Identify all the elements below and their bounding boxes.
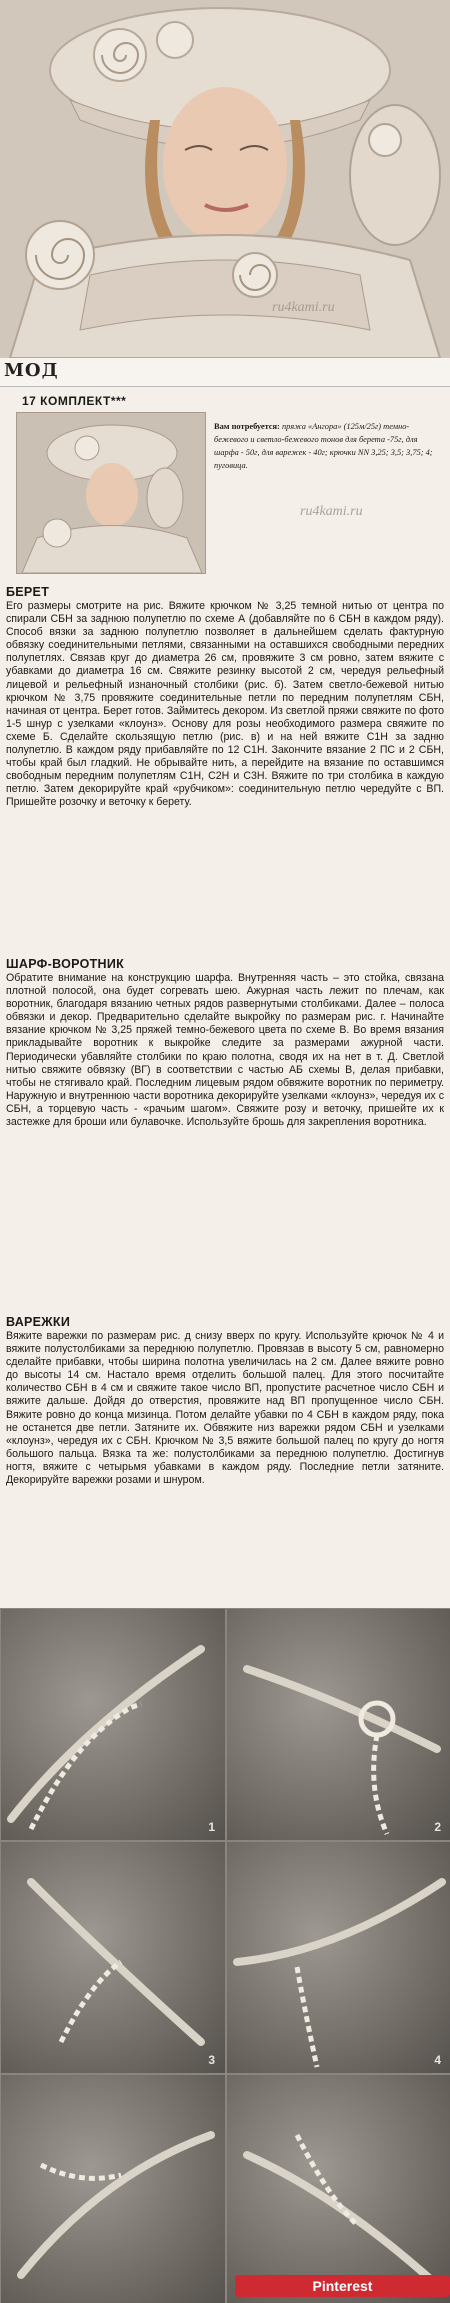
kit-photo-illustration [17, 413, 205, 573]
materials-note [214, 420, 442, 472]
scarf-paragraph: Обратите внимание на конструкцию шарфа. Внутренняя часть – это стойка, связана плотной полосой, она будет согревать шею. Ажурная часть лежит по плечам, как воротник, благодаря вязанию четных рядов развернутыми столбиками. Далее – полоса обвязки и декор. Предварительно сделайте выкройку по размерам рис. г. Начинайте вязание крючком № 3,25 пряжей темно-бежевого цвета по схеме В. Во время вязания прикладывайте воротник к выкройке следите за размерами ажурной части. Периодически убавляйте столбики по краю полотна, сводя их на нет в т. Д. Светлой нитью свяжите обвязку (ВГ) в соответствии с частью АБ схемы В, делая прибавки, чтобы не стягивало край. Последним лицевым рядом обвяжите воротник по периметру. Наружную и внутреннюю части воротника декорируйте узелками «клоунз», чередуя их с СБН, а торцевую часть - «рачьим шагом». Свяжите розу и веточку, пришейте их к застежке для броши или булавочке. Используйте брошь для закрепления воротника. [6, 972, 444, 1129]
step-photo-6 [226, 2074, 450, 2303]
step-photo-4 [226, 1841, 450, 2074]
materials-label: Вам потребуется: [214, 422, 280, 431]
crochet-hook-icon [1, 1842, 225, 2073]
crochet-hook-icon [1, 2075, 225, 2303]
model-illustration [0, 0, 450, 358]
step-number: 4 [434, 2053, 441, 2067]
crochet-hook-icon [227, 1842, 450, 2073]
kit-title: 17 КОМПЛЕКТ*** [22, 394, 127, 408]
step-photo-2 [226, 1608, 450, 1841]
hero-photo [0, 0, 450, 358]
beret-heading: БЕРЕТ [6, 585, 50, 599]
watermark-kit: ru4kami.ru [300, 504, 363, 519]
mittens-paragraph: Вяжите варежки по размерам рис. д снизу вверх по кругу. Используйте крючок № 4 и вяжите полустолбиками за переднюю полупетлю. Провязав в высоту 5 см, равномерно сделайте прибавки, чтобы ширина полотна увеличилась на 2 см. Далее вяжите ровно до высоты 14 см. Настало время отделить большой палец. Для этого посчитайте количество СБН в 4 см и свяжите такое число ВП, пропустите расчетное число СБН и вяжите дальше. Дойдя до отверстия, провяжите над ВП пропущенное число СБН. Вяжите ровно до конца мизинца. Потом делайте убавки по 4 СБН в каждом ряду, пока не останется две петли. Затяните их. Обвяжите низ варежки рядом СБН и узелками «клоунз», чередуя их с СБН. Крючком № 3,5 вяжите большой палец по кругу до ногтя большого пальца. Вязка та же: полустолбиками за переднюю полупетлю. Достигнув ногтя, вяжите с четырьмя убавками в каждом ряду. Последние петли затяните. Декорируйте варежки розами и шнуром. [6, 1330, 444, 1487]
materials-text: пряжа «Ангора» (125м/25г) темно-бежевого и светло-бежевого тонов для берета -75г, для шарфа - 50г, для варежек - 40г; крючки NN 3,25; 3,5; 3,75; 4; пуговица. [214, 422, 433, 470]
mittens-heading: ВАРЕЖКИ [6, 1315, 71, 1329]
magazine-masthead [0, 358, 450, 387]
step-photo-5 [0, 2074, 226, 2303]
crochet-hook-icon [1, 1609, 225, 1840]
watermark-hero: ru4kami.ru [272, 300, 335, 315]
beret-paragraph: Его размеры смотрите на рис. Вяжите крючком № 3,25 темной нитью от центра по спирали СБН за заднюю полупетлю по схеме А (добавляйте по 6 СБН в каждом ряду). Способ вязки за заднюю полупетлю позволяет в дальнейшем сделать фактурную обвязку соединительными петлями, связанными на оставшихся свободными передних полупетлях. Связав круг до диаметра 26 см, провяжите 3 см ровно, затем вяжите с убавками до диаметра 16 см. Свяжите резинку высотой 2 см, чередуя рельефный лицевой и рельефный изнаночный столбики (рис. б). Затем светло-бежевой нитью крючком № 3,75 провяжите соединительные петли по передним полупетлям СБН, начиная от центра. Берет готов. Займитесь декором. Из светлой пряжи свяжите по фото 1-5 шнур с узелками «клоунз». Основу для розы необходимого размера свяжите по схеме Б. Сделайте скользящую петлю (рис. в) и на ней вяжите С1Н за задню полупетлю. В каждом ряду прибавляйте по 12 С1Н. Закончите вязание 2 ПС и 2 СБН, чтобы край был гладкий. Не обрывайте нить, а перейдите на вязание по оставшимся свободным передним полупетлям С1Н, С2Н и С3Н. Вяжите по три столбика в каждую петлю. Затем декорируйте край «рубчиком»: соединительную петлю чередуйте с ВП. Пришейте розочку и веточку к берету. [6, 600, 444, 809]
scarf-heading: ШАРФ-ВОРОТНИК [6, 957, 125, 971]
crochet-hook-icon [227, 1609, 450, 1840]
step-photos [0, 1608, 450, 2303]
beret-text [6, 600, 444, 810]
scarf-text [6, 972, 444, 1129]
kit-photo [16, 412, 206, 574]
step-number: 1 [208, 1820, 215, 1834]
magazine-logo: МОД [4, 360, 59, 381]
step-photo-1 [0, 1608, 226, 1841]
mittens-text [6, 1330, 444, 1487]
crochet-hook-icon [227, 2075, 450, 2303]
pinterest-button[interactable]: Pinterest [235, 2275, 450, 2297]
step-number: 2 [434, 1820, 441, 1834]
step-number: 3 [208, 2053, 215, 2067]
step-photo-3 [0, 1841, 226, 2074]
